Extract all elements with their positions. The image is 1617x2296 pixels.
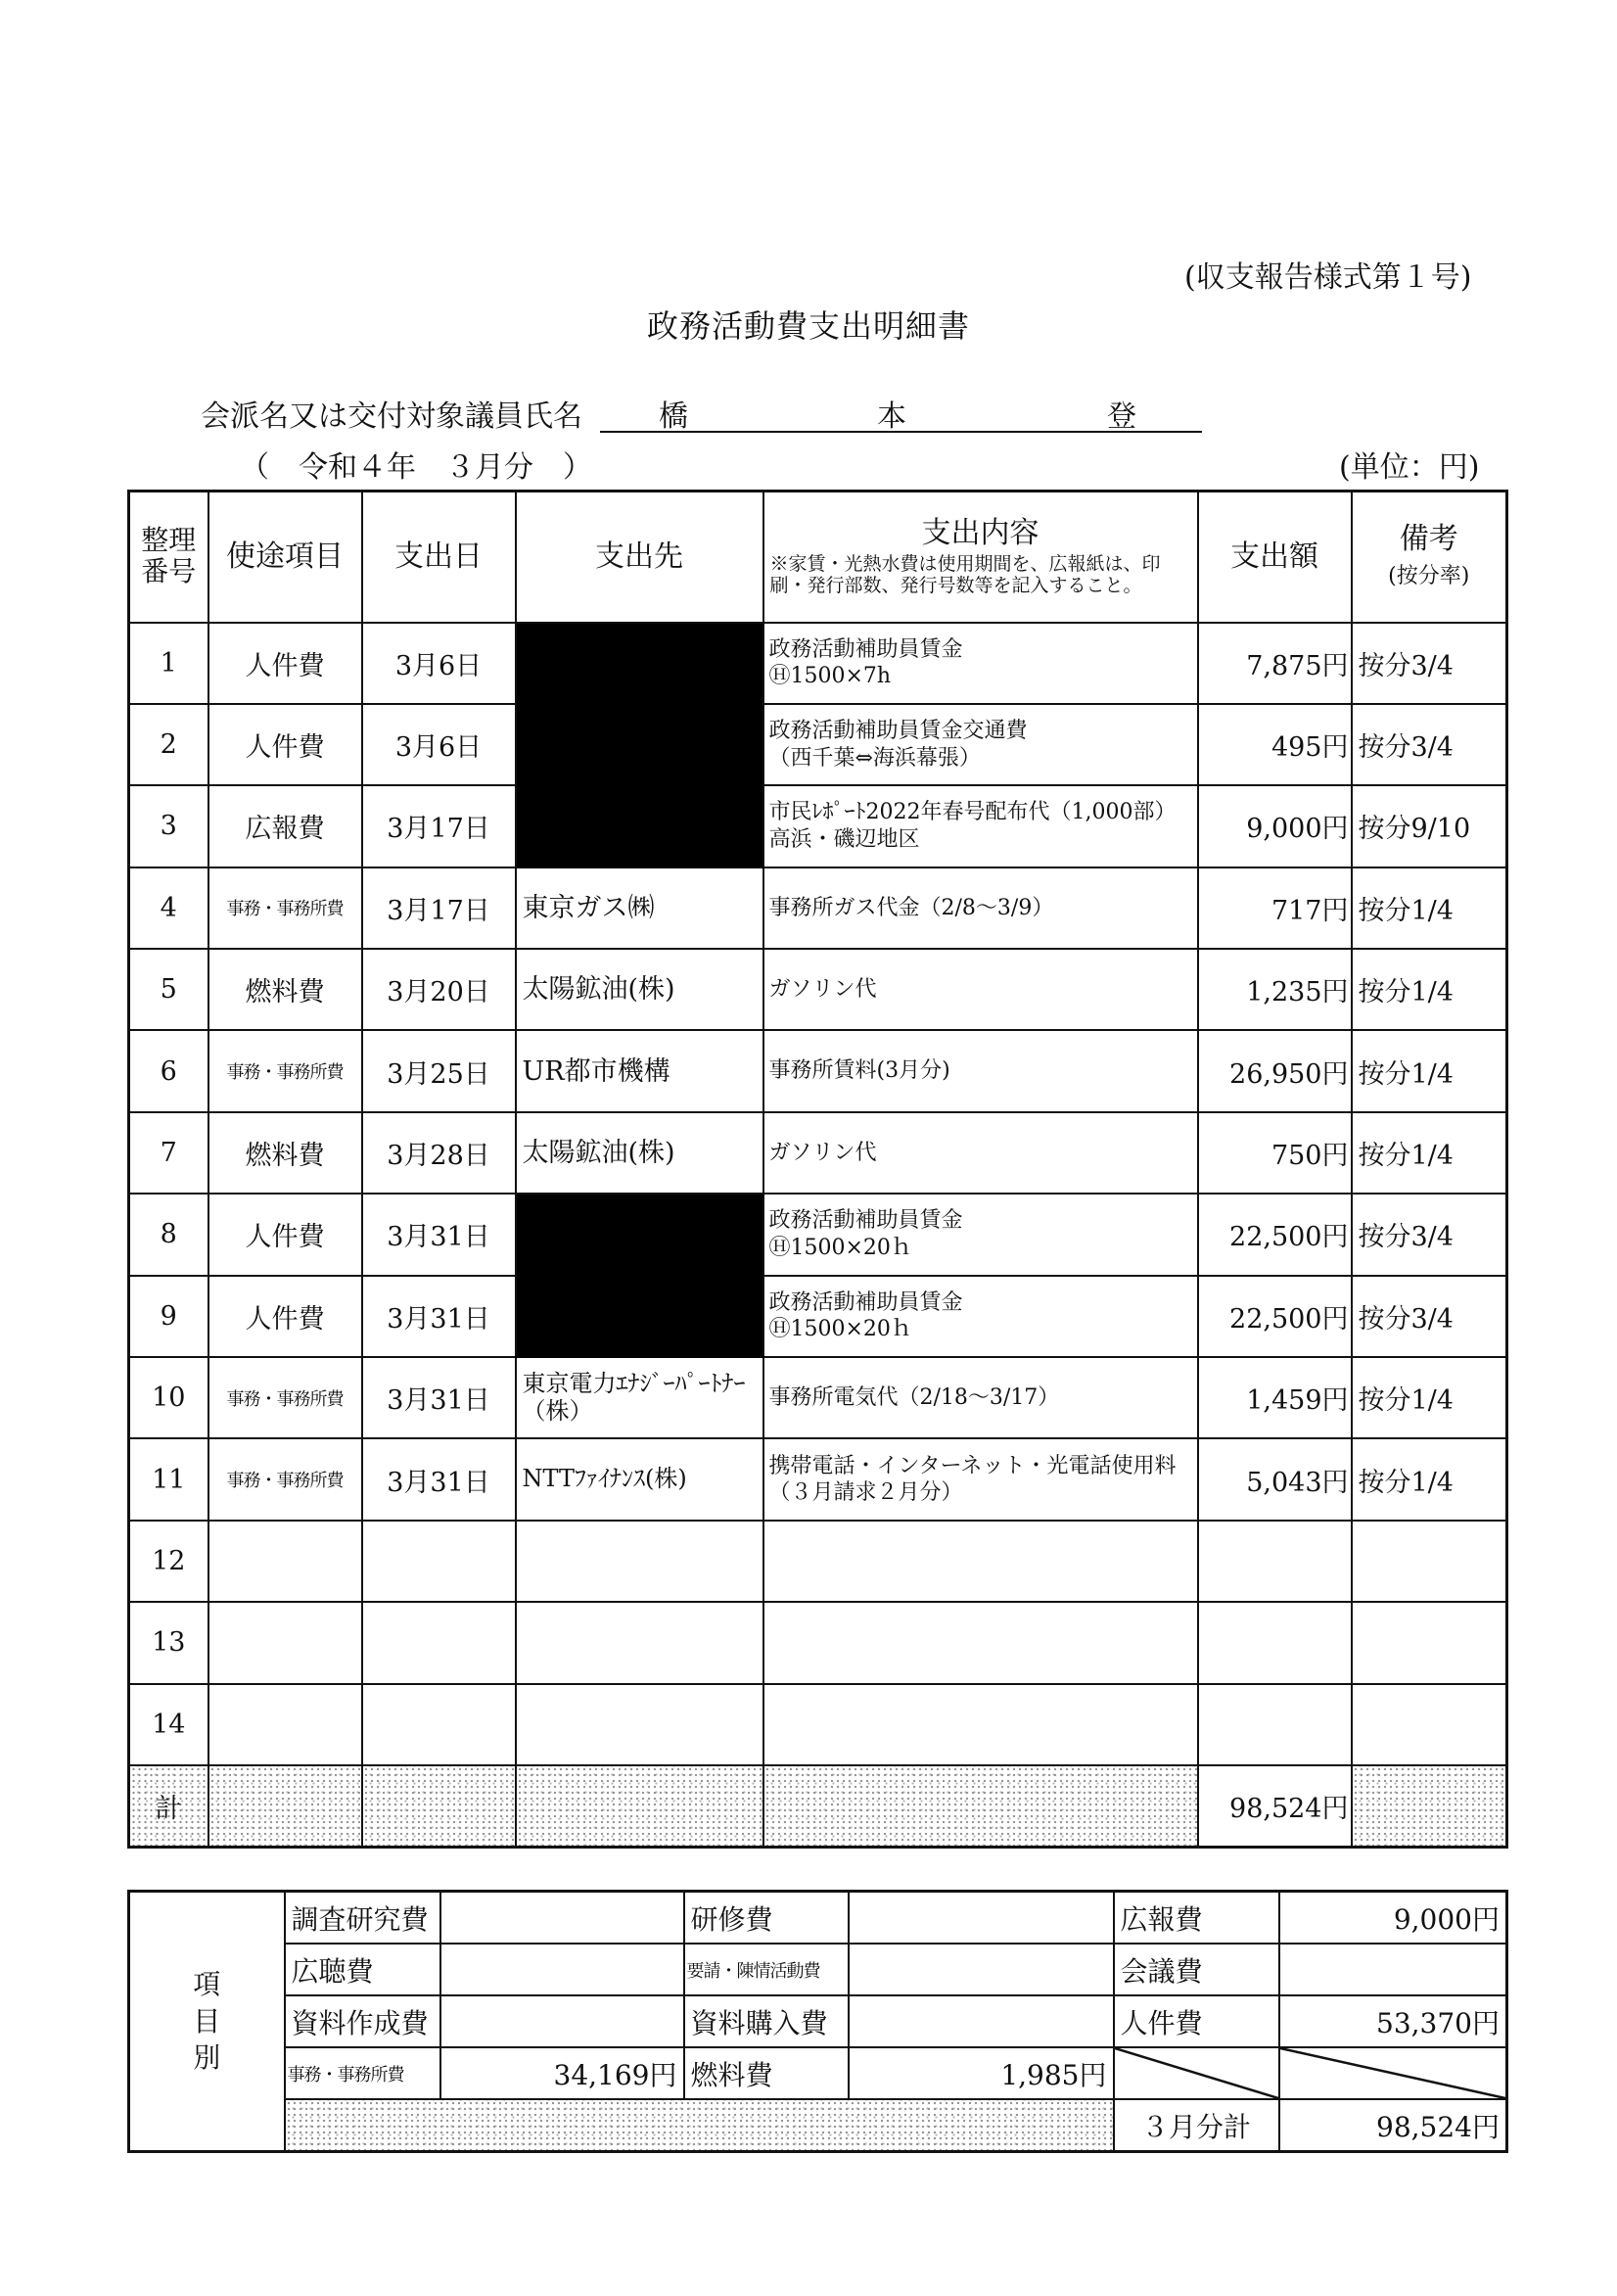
row-item: 事務・事務所費	[208, 867, 362, 949]
member-name	[600, 392, 1202, 433]
unit-label: (単位：円)	[1339, 450, 1480, 485]
row-content	[763, 1684, 1198, 1765]
row-date: 3月28日	[362, 1112, 516, 1194]
row-content: 政務活動補助員賃金 Ⓗ1500×7h	[763, 623, 1198, 704]
row-no: 3	[129, 785, 208, 867]
row-amount: 7,875円	[1198, 623, 1352, 704]
row-content: ガソリン代	[763, 949, 1198, 1030]
slash-cell	[1114, 2047, 1279, 2099]
category-summary-table	[127, 1890, 1508, 2153]
row-payee-redacted	[516, 1194, 763, 1357]
row-date: 3月31日	[362, 1438, 516, 1520]
row-date: 3月6日	[362, 623, 516, 704]
col-content-note: ※家賃・光熱水費は使用期間を、広報紙は、印刷・発行部数、発行号数等を記入すること。	[769, 553, 1161, 596]
total-blank	[516, 1765, 763, 1848]
hearing-label: 広聴費	[285, 1944, 440, 1995]
row-remarks: 按分3/4	[1352, 1276, 1507, 1357]
col-date: 支出日	[362, 492, 516, 623]
row-remarks: 按分3/4	[1352, 1194, 1507, 1275]
row-no: 1	[129, 623, 208, 704]
training-value	[849, 1892, 1114, 1945]
row-content: 政務活動補助員賃金交通費 （西千葉⇔海浜幕張）	[763, 704, 1198, 785]
row-amount: 5,043円	[1198, 1438, 1352, 1520]
total-blank	[763, 1765, 1198, 1848]
row-content: ガソリン代	[763, 1112, 1198, 1194]
row-date	[362, 1521, 516, 1602]
row-date: 3月31日	[362, 1194, 516, 1275]
docbuy-label: 資料購入費	[684, 1995, 849, 2047]
row-remarks: 按分9/10	[1352, 785, 1507, 867]
row-item: 事務・事務所費	[208, 1357, 362, 1438]
row-remarks: 按分1/4	[1352, 867, 1507, 949]
col-content	[763, 492, 1198, 623]
docmake-label: 資料作成費	[285, 1995, 440, 2047]
row-remarks: 按分1/4	[1352, 1030, 1507, 1111]
row-date: 3月25日	[362, 1030, 516, 1111]
row-remarks: 按分3/4	[1352, 623, 1507, 704]
row-item: 人件費	[208, 1276, 362, 1357]
row-amount: 22,500円	[1198, 1276, 1352, 1357]
row-no: 6	[129, 1030, 208, 1111]
row-content: 政務活動補助員賃金 Ⓗ1500×20ｈ	[763, 1194, 1198, 1275]
row-content: 政務活動補助員賃金 Ⓗ1500×20ｈ	[763, 1276, 1198, 1357]
row-no: 13	[129, 1602, 208, 1683]
row-remarks: 按分1/4	[1352, 1438, 1507, 1520]
total-blank	[1352, 1765, 1507, 1848]
row-no: 11	[129, 1438, 208, 1520]
research-label: 調査研究費	[285, 1892, 440, 1945]
table-row	[129, 1438, 1507, 1520]
table-row	[129, 1357, 1507, 1438]
total-amount: 98,524円	[1198, 1765, 1352, 1848]
fuel-label: 燃料費	[684, 2047, 849, 2099]
row-payee	[516, 1684, 763, 1765]
pr-label: 広報費	[1114, 1892, 1279, 1945]
row-amount	[1198, 1684, 1352, 1765]
row-no: 7	[129, 1112, 208, 1194]
row-item: 事務・事務所費	[208, 1030, 362, 1111]
table-row	[129, 785, 1507, 867]
row-item: 事務・事務所費	[208, 1438, 362, 1520]
row-payee: NTTﾌｧｲﾅﾝｽ(株)	[516, 1438, 763, 1520]
petition-label: 要請・陳情活動費	[684, 1944, 849, 1995]
row-item: 人件費	[208, 623, 362, 704]
research-value	[440, 1892, 684, 1945]
row-no: 14	[129, 1684, 208, 1765]
row-payee: 東京電力ｴﾅｼﾞｰﾊﾟｰﾄﾅｰ（株）	[516, 1357, 763, 1438]
row-content: 事務所賃料(3月分)	[763, 1030, 1198, 1111]
table-row	[129, 1521, 1507, 1602]
col-remarks	[1352, 492, 1507, 623]
office-value: 34,169円	[440, 2047, 684, 2099]
member-name-char-3: 登	[1107, 399, 1136, 434]
row-remarks: 按分1/4	[1352, 1357, 1507, 1438]
row-amount: 750円	[1198, 1112, 1352, 1194]
total-label: 計	[129, 1765, 208, 1848]
row-date: 3月31日	[362, 1276, 516, 1357]
row-remarks	[1352, 1521, 1507, 1602]
slash-cell	[1279, 2047, 1507, 2099]
docmake-value	[440, 1995, 684, 2047]
row-remarks: 按分1/4	[1352, 1112, 1507, 1194]
col-payee: 支出先	[516, 492, 763, 623]
row-content: 市民ﾚﾎﾟｰﾄ2022年春号配布代（1,000部）高浜・磯辺地区	[763, 785, 1198, 867]
row-remarks: 按分1/4	[1352, 949, 1507, 1030]
row-amount	[1198, 1602, 1352, 1683]
total-blank	[208, 1765, 362, 1848]
col-no: 整理番号	[129, 492, 208, 623]
row-amount	[1198, 1521, 1352, 1602]
table-header	[129, 492, 1507, 623]
row-content	[763, 1602, 1198, 1683]
row-date: 3月17日	[362, 867, 516, 949]
member-name-char-1: 橋	[659, 399, 688, 434]
member-label: 会派名又は交付対象議員氏名	[201, 399, 582, 434]
row-amount: 495円	[1198, 704, 1352, 785]
row-payee: UR都市機構	[516, 1030, 763, 1111]
row-no: 10	[129, 1357, 208, 1438]
training-label: 研修費	[684, 1892, 849, 1945]
col-item: 使途項目	[208, 492, 362, 623]
row-amount: 26,950円	[1198, 1030, 1352, 1111]
row-amount: 717円	[1198, 867, 1352, 949]
category-label: 項 目 別	[129, 1892, 285, 2152]
row-amount: 1,459円	[1198, 1357, 1352, 1438]
row-item: 燃料費	[208, 1112, 362, 1194]
row-item	[208, 1602, 362, 1683]
col-amount: 支出額	[1198, 492, 1352, 623]
row-date: 3月6日	[362, 704, 516, 785]
row-remarks	[1352, 1602, 1507, 1683]
row-remarks: 按分3/4	[1352, 704, 1507, 785]
row-date	[362, 1684, 516, 1765]
row-amount: 1,235円	[1198, 949, 1352, 1030]
row-item: 人件費	[208, 1194, 362, 1275]
col-remarks-title: 備考	[1399, 522, 1458, 557]
row-date: 3月31日	[362, 1357, 516, 1438]
petition-value	[849, 1944, 1114, 1995]
hearing-value	[440, 1944, 684, 1995]
row-payee: 太陽鉱油(株)	[516, 949, 763, 1030]
expense-table	[127, 490, 1508, 1849]
col-remarks-sub: (按分率)	[1388, 563, 1470, 588]
row-no: 12	[129, 1521, 208, 1602]
table-row	[129, 1030, 1507, 1111]
row-no: 8	[129, 1194, 208, 1275]
row-payee: 東京ガス㈱	[516, 867, 763, 949]
table-row	[129, 949, 1507, 1030]
table-row	[129, 623, 1507, 704]
row-content: 事務所ガス代金（2/8～3/9）	[763, 867, 1198, 949]
document-title: 政務活動費支出明細書	[646, 307, 970, 345]
table-row	[129, 1112, 1507, 1194]
table-row	[129, 1194, 1507, 1275]
row-date	[362, 1602, 516, 1683]
row-no: 9	[129, 1276, 208, 1357]
row-remarks	[1352, 1684, 1507, 1765]
row-payee	[516, 1521, 763, 1602]
office-label: 事務・事務所費	[285, 2047, 440, 2099]
row-item	[208, 1684, 362, 1765]
total-row	[129, 1765, 1507, 1848]
total-blank	[362, 1765, 516, 1848]
member-row	[201, 392, 1199, 435]
table-row	[129, 1684, 1507, 1765]
month-total-value: 98,524円	[1279, 2099, 1507, 2152]
row-item	[208, 1521, 362, 1602]
row-content: 携帯電話・インターネット・光電話使用料（３月請求２月分）	[763, 1438, 1198, 1520]
row-no: 5	[129, 949, 208, 1030]
row-amount: 22,500円	[1198, 1194, 1352, 1275]
row-no: 2	[129, 704, 208, 785]
docbuy-value	[849, 1995, 1114, 2047]
summary-blank	[285, 2099, 1114, 2152]
meeting-label: 会議費	[1114, 1944, 1279, 1995]
row-item: 広報費	[208, 785, 362, 867]
row-amount: 9,000円	[1198, 785, 1352, 867]
row-item: 燃料費	[208, 949, 362, 1030]
table-row	[129, 867, 1507, 949]
col-content-title: 支出内容	[921, 515, 1040, 550]
pr-value: 9,000円	[1279, 1892, 1507, 1945]
meeting-value	[1279, 1944, 1507, 1995]
row-content	[763, 1521, 1198, 1602]
personnel-value: 53,370円	[1279, 1995, 1507, 2047]
personnel-label: 人件費	[1114, 1995, 1279, 2047]
row-payee-redacted	[516, 623, 763, 867]
period: （ 令和４年 ３月分 ）	[240, 450, 592, 485]
member-name-char-2: 本	[877, 399, 906, 434]
row-item: 人件費	[208, 704, 362, 785]
fuel-value: 1,985円	[849, 2047, 1114, 2099]
row-no: 4	[129, 867, 208, 949]
row-date: 3月20日	[362, 949, 516, 1030]
table-row	[129, 704, 1507, 785]
row-payee	[516, 1602, 763, 1683]
month-total-label: ３月分計	[1114, 2099, 1279, 2152]
row-payee: 太陽鉱油(株)	[516, 1112, 763, 1194]
row-date: 3月17日	[362, 785, 516, 867]
table-row	[129, 1602, 1507, 1683]
table-row	[129, 1276, 1507, 1357]
form-number: (収支報告様式第１号)	[1184, 260, 1472, 295]
row-content: 事務所電気代（2/18～3/17）	[763, 1357, 1198, 1438]
